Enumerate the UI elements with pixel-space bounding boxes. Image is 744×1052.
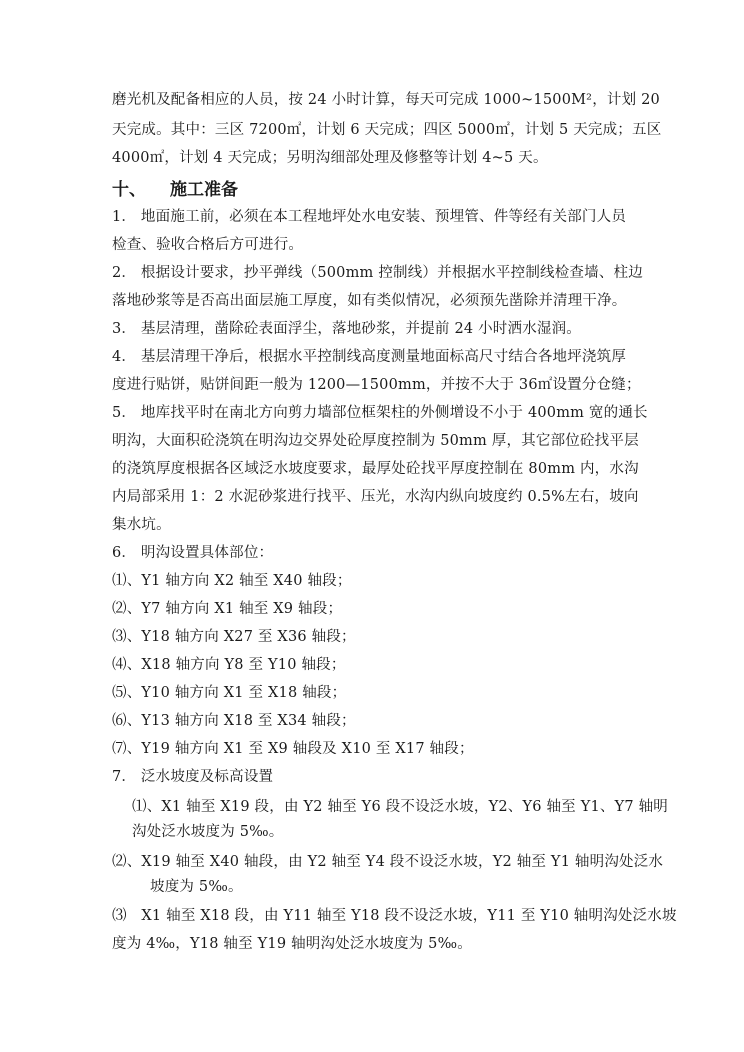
intro-line-1: 磨光机及配备相应的人员，按 24 小时计算，每天可完成 1000~1500M²，计划 20: [112, 92, 660, 108]
item-4-line-2: 度进行贴饼，贴饼间距一般为 1200—1500mm，并按不大于 36㎡设置分仓缝；: [112, 377, 641, 393]
item-3-line-1: 3． 基层清理，凿除砼表面浮尘，落地砂浆，并提前 24 小时洒水湿润。: [112, 321, 582, 337]
ditch-item-6: ⑹、Y13 轴方向 X18 至 X34 轴段；: [112, 713, 356, 729]
item-1-line-1: 1． 地面施工前，必须在本工程地坪处水电安装、预埋管、件等经有关部门人员: [112, 209, 627, 225]
section-title: 施工准备: [170, 180, 238, 200]
ditch-item-2: ⑵、Y7 轴方向 X1 轴至 X9 轴段；: [112, 601, 343, 617]
item-5-line-5: 集水坑。: [112, 517, 171, 533]
item-2-line-1: 2． 根据设计要求，抄平弹线（500mm 控制线）并根据水平控制线检查墙、柱边: [112, 265, 643, 281]
item-5-line-1: 5． 地库找平时在南北方向剪力墙部位框架柱的外侧增设不小于 400mm 宽的通长: [112, 405, 648, 421]
slope-item-1-line-1: ⑴、X1 轴至 X19 段，由 Y2 轴至 Y6 段不设泛水坡，Y2、Y6 轴至 Y1、Y7 轴明: [132, 799, 668, 815]
intro-line-3: 4000㎡，计划 4 天完成；另明沟细部处理及修整等计划 4~5 天。: [112, 150, 548, 166]
ditch-item-1: ⑴、Y1 轴方向 X2 轴至 X40 轴段；: [112, 573, 352, 589]
slope-item-2-line-2: 坡度为 5‰。: [150, 879, 243, 895]
slope-item-2-line-1: ⑵、X19 轴至 X40 轴段，由 Y2 轴至 Y4 段不设泛水坡，Y2 轴至 Y1 轴明沟处泛水: [112, 854, 664, 870]
ditch-item-7: ⑺、Y19 轴方向 X1 至 X9 轴段及 X10 至 X17 轴段；: [112, 741, 474, 757]
item-5-line-3: 的浇筑厚度根据各区域泛水坡度要求，最厚处砼找平厚度控制在 80mm 内，水沟: [112, 461, 639, 477]
item-4-line-1: 4． 基层清理干净后，根据水平控制线高度测量地面标高尺寸结合各地坪浇筑厚: [112, 349, 627, 365]
slope-item-3-line-2: 度为 4‰，Y18 轴至 Y19 轴明沟处泛水坡度为 5‰。: [112, 936, 472, 952]
section-number: 十、: [112, 180, 146, 200]
item-2-line-2: 落地砂浆等是否高出面层施工厚度，如有类似情况，必须预先凿除并清理干净。: [112, 293, 627, 309]
ditch-item-5: ⑸、Y10 轴方向 X1 至 X18 轴段；: [112, 685, 347, 701]
slope-item-3-line-1: ⑶ X1 轴至 X18 段，由 Y11 轴至 Y18 段不设泛水坡，Y11 至 Y10 轴明沟处泛水坡: [112, 908, 677, 924]
item-7-heading: 7． 泛水坡度及标高设置: [112, 769, 274, 785]
item-5-line-2: 明沟，大面积砼浇筑在明沟边交界处砼厚度控制为 50mm 厚，其它部位砼找平层: [112, 433, 639, 449]
ditch-item-3: ⑶、Y18 轴方向 X27 至 X36 轴段；: [112, 629, 356, 645]
item-5-line-4: 内局部采用 1：2 水泥砂浆进行找平、压光，水沟内纵向坡度约 0.5%左右，坡向: [112, 489, 639, 505]
section-heading: [112, 175, 238, 200]
slope-item-1-line-2: 沟处泛水坡度为 5‰。: [132, 824, 284, 840]
intro-line-2: 天完成。其中：三区 7200㎡，计划 6 天完成；四区 5000㎡，计划 5 天完成；五区: [112, 122, 662, 138]
item-6-heading: 6． 明沟设置具体部位：: [112, 545, 274, 561]
item-1-line-2: 检查、验收合格后方可进行。: [112, 237, 304, 253]
ditch-item-4: ⑷、X18 轴方向 Y8 至 Y10 轴段；: [112, 657, 346, 673]
